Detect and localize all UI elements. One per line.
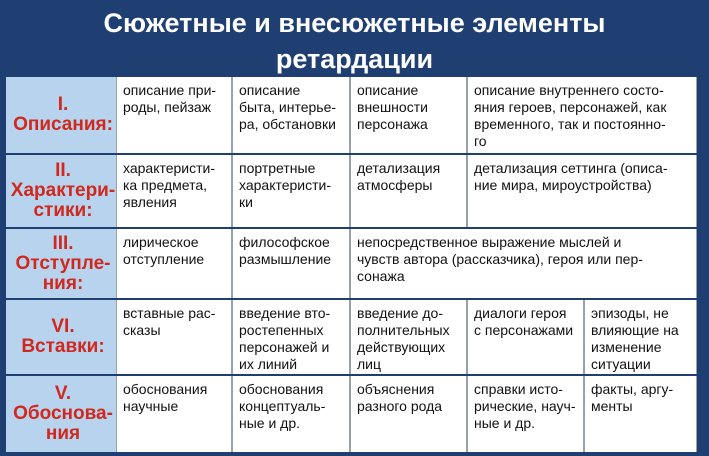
- table-cell: обоснования научные: [116, 376, 232, 452]
- category-label: Описания:: [13, 114, 113, 135]
- table-cell: описание внешности персонажа: [350, 77, 467, 153]
- row-category: [6, 300, 120, 374]
- table-cell: диалоги героя с персонажами: [467, 300, 584, 374]
- title-line-1: Сюжетные и внесюжетные элементы: [103, 8, 606, 38]
- table-cell: введение до- полнительных действующих лиц: [350, 300, 467, 374]
- category-label: Отступле-: [15, 252, 111, 274]
- table-row: [6, 155, 703, 227]
- table-cell: характеристи- ка предмета, явления: [116, 155, 232, 227]
- table-cell: справки исто- рические, науч- ные и др.: [467, 376, 584, 452]
- row-category: [6, 155, 120, 227]
- table-cell: объяснения разного рода: [350, 376, 467, 452]
- category-label: стики:: [33, 200, 93, 221]
- page-title: [0, 0, 709, 76]
- table-cell: описание при- роды, пейзаж: [116, 77, 232, 153]
- table-cell: портретные характеристи- ки: [232, 155, 350, 227]
- category-label: II.: [55, 160, 71, 181]
- table-cell: непосредственное выражение мыслей и чувств автора (рассказчика), героя или пер- сонажа: [350, 229, 697, 298]
- category-label: Вставки:: [21, 336, 105, 357]
- category-label: ния: [45, 423, 81, 444]
- table-cell: описание быта, интерье- ра, обстановки: [232, 77, 350, 153]
- category-label: ния:: [42, 272, 84, 294]
- table-cell: вставные рас- сказы: [116, 300, 232, 374]
- table-row: [6, 376, 703, 452]
- table-row: [6, 229, 703, 298]
- category-label: Характери-: [10, 180, 116, 201]
- table-cell: философское размышление: [232, 229, 350, 298]
- table-cell: детализация сеттинга (описа- ние мира, мироустройства): [467, 155, 697, 227]
- table-row: [6, 77, 703, 153]
- table-cell: описание внутреннего состо- яния героев, персонажей, как временного, так и постоянно- го: [467, 77, 697, 153]
- table-cell: обоснования концептуаль- ные и др.: [232, 376, 350, 452]
- table-cell: введение вто- ростепенных персонажей и их линий: [232, 300, 350, 374]
- table-row: [6, 300, 703, 374]
- category-label: Обоснова-: [13, 403, 113, 424]
- table-cell: факты, аргу- менты: [584, 376, 697, 452]
- category-label: III.: [52, 232, 74, 254]
- title-line-2: ретардации: [275, 44, 434, 74]
- row-category: [6, 376, 120, 452]
- table-cell: эпизоды, не влияющие на изменение ситуации: [584, 300, 697, 374]
- category-label: V.: [54, 383, 72, 404]
- table-cell: лирическое отступление: [116, 229, 232, 298]
- row-category: [6, 229, 120, 298]
- category-label: I.: [57, 94, 69, 115]
- category-label: VI.: [51, 316, 75, 337]
- row-category: [6, 77, 120, 153]
- table-cell: детализация атмосферы: [350, 155, 467, 227]
